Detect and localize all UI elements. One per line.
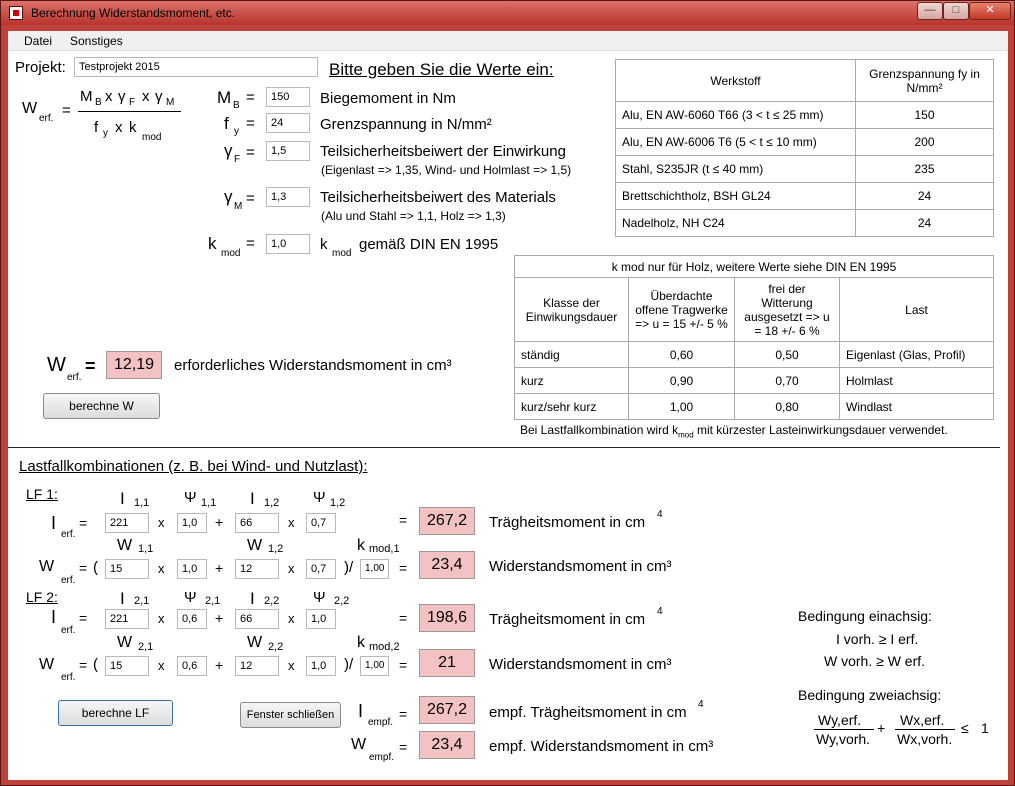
cond2-title: Bedingung zweiachsig:	[798, 687, 942, 703]
werkstoff-table: Werkstoff Grenzspannung fy in N/mm² Alu, EN AW-6060 T66 (3 < t ≤ 25 mm) 150 Alu, EN AW-6006 T6 (5 < t ≤ 10 mm) 200 Stahl, S235JR (t ≤ 40 mm) 235 Brettschichtholz, BSH GL24 24 Nadelholz, NH C24 24	[615, 59, 994, 237]
cond1-title: Bedingung einachsig:	[798, 608, 932, 624]
projekt-input[interactable]: Testprojekt 2015	[74, 57, 318, 77]
minimize-button[interactable]: —	[917, 2, 943, 20]
kmod-note: Bei Lastfallkombination wird $k_{mod}$ mit kürzester Lasteinwirkungsdauer verwendet.	[520, 423, 948, 440]
mb-desc: Biegemoment in Nm	[320, 90, 456, 107]
gf-input[interactable]: 1,5	[266, 141, 310, 161]
fenster-schliessen-button[interactable]: Fenster schließen	[240, 702, 341, 728]
maximize-button[interactable]: □	[943, 2, 969, 20]
lf2-wpsi22-input[interactable]: 1,0	[306, 656, 336, 676]
lf2-w22-input[interactable]: 12	[235, 656, 279, 676]
gm-symbol: γ	[224, 187, 233, 206]
fy-input[interactable]: 24	[266, 113, 310, 133]
lf1-psi11-input[interactable]: 1,0	[177, 513, 207, 533]
gf-hint: (Eigenlast => 1,35, Wind- und Holmlast => 1,5)	[321, 163, 572, 177]
kmod-symbol: k	[208, 234, 217, 253]
lf2-w-result: 21	[419, 649, 475, 677]
lf1-label: LF 1:	[26, 486, 58, 502]
lf2-i21-input[interactable]: 221	[105, 609, 149, 629]
separator	[8, 447, 1000, 448]
gm-input[interactable]: 1,3	[266, 187, 310, 207]
fy-desc: Grenzspannung in N/mm²	[320, 116, 492, 133]
menu-datei[interactable]: Datei	[24, 34, 53, 48]
lf2-wpsi21-input[interactable]: 0,6	[177, 656, 207, 676]
lf-section-title: Lastfallkombinationen (z. B. bei Wind- und Nutzlast):	[19, 458, 368, 475]
kmod-desc: gemäß DIN EN 1995	[359, 236, 499, 253]
berechne-w-button[interactable]: berechne W	[43, 393, 160, 419]
lf1-w11-input[interactable]: 15	[105, 559, 149, 579]
lf2-i22-input[interactable]: 66	[235, 609, 279, 629]
lf1-w12-input[interactable]: 12	[235, 559, 279, 579]
title-bar[interactable]	[1, 1, 1014, 25]
gm-desc: Teilsicherheitsbeiwert des Materials	[320, 189, 556, 206]
kmod-input[interactable]: 1,0	[266, 234, 310, 254]
berechne-lf-button[interactable]: berechne LF	[58, 700, 173, 726]
mb-symbol: M	[217, 88, 232, 107]
lf1-psi12-input[interactable]: 0,7	[306, 513, 336, 533]
kmod-table: k mod nur für Holz, weitere Werte siehe DIN EN 1995 Klasse der Einwikungsdauer Überdachte offene Tragwerke => u = 15 +/- 5 % frei der Witterung ausgesetzt => u = 18 +/- 6 % Last ständig 0,60 0,50 Eigenlast (Glas, Profil) kurz 0,90 0,70 Holmlast kurz/sehr kurz 1,00 0,80 Windlast	[514, 255, 994, 420]
close-button[interactable]: ✕	[969, 2, 1011, 20]
lf1-wpsi12-input[interactable]: 0,7	[306, 559, 336, 579]
w-result: 12,19	[106, 351, 162, 379]
lf1-i-result: 267,2	[419, 507, 475, 535]
lf2-kmod-input[interactable]: 1,00	[360, 656, 389, 676]
lf2-psi21-input[interactable]: 0,6	[177, 609, 207, 629]
lf2-psi22-input[interactable]: 1,0	[306, 609, 336, 629]
window-title: Berechnung Widerstandsmoment, etc.	[31, 6, 236, 20]
lf2-w21-input[interactable]: 15	[105, 656, 149, 676]
lf2-label: LF 2:	[26, 589, 58, 605]
lf1-i12-input[interactable]: 66	[235, 513, 279, 533]
lf1-w-result: 23,4	[419, 551, 475, 579]
input-heading: Bitte geben Sie die Werte ein:	[329, 60, 554, 79]
empf-i-result: 267,2	[419, 696, 475, 724]
menu-sonstiges[interactable]: Sonstiges	[70, 34, 123, 48]
empf-w-result: 23,4	[419, 731, 475, 759]
client-area: Datei Sonstiges Projekt: Testprojekt 2015 Bitte geben Sie die Werte ein: W erf. = M B x γ F x γ M f y x k mod M B = 150 Biegemoment in Nm f y = 24 Grenzspannung in N/mm² γ F = 1,5 Teilsicherheitsbeiwert der Einwirkung (Eigenlast => 1,35, Wind- und Holmlast => 1,5) γ M = 1,3 Teilsicherheitsbeiwert des Materials (Alu und Stahl => 1,1, Holz => 1,3) k mod = 1,0 k mod gemäß DIN EN 1995 W erf. = 12,19 erforderliches Widerstandsmoment in cm³ berechne W Werkstoff Grenzspannung fy in N/mm² Alu, EN AW-6060 T66 (3 < t ≤ 25 mm) 150 Alu, EN AW-6006 T6 (5 < t ≤ 10 mm) 200 Stahl, S235JR (t ≤ 40 mm) 235 Brettschichtholz, BSH GL24 24 Nadelholz, NH C24 24 k mod nur für Holz, weitere Werte siehe DIN EN 1995 Klasse der Einwikungsdauer Überdachte offene Tragwerke => u = 15 +/- 5 % frei der Witterung ausgesetzt => u = 18 +/- 6 % Last ständig 0,60 0,50 Eigenlast (Glas, Profil) kurz 0,90 0,70 Holmlast kurz/sehr kurz 1,00 0,80 Windlast Bei Lastfallkombination wird $k_{mod}$ mit kürzester Lasteinwirkungsdauer verwendet. Lastfallkombinationen (z. B. bei Wind- und Nutzlast): LF 1: I 1,1 Ψ 1,1 I 1,2 Ψ 1,2 I erf. = 221 x 1,0 + 66 x 0,7 = 267,2 Trägheitsmoment in cm 4 W 1,1 W 1,2 k mod,1 W erf. = ( 15 x 1,0 + 12 x 0,7 )/ 1,00 = 23,4 Widerstandsmoment in cm³ LF 2: I 2,1 Ψ 2,1 I 2,2 Ψ 2,2 I erf. = 221 x 0,6 + 66 x 1,0 = 198,6 Trägheitsmoment in cm 4 W 2,1 W 2,2 k mod,2 W erf. = ( 15 x 0,6 + 12 x 1,0 )/ 1,00 = 21 Widerstandsmoment in cm³ berechne LF Fenster schließen I empf. = 267,2 empf. Trägheitsmoment in cm 4 W empf. = 23,4 empf. Widerstandsmoment in cm³ Bedingung einachsig: I vorh. ≥ I erf. W vorh. ≥ W erf. Bedingung zweiachsig: Wy,erf. Wy,vorh. + Wx,erf. Wx,vorh. ≤ 1	[8, 31, 1008, 780]
lf2-i-result: 198,6	[419, 604, 475, 632]
lf1-wpsi11-input[interactable]: 1,0	[177, 559, 207, 579]
app-icon	[9, 6, 23, 20]
w-result-desc: erforderliches Widerstandsmoment in cm³	[174, 357, 452, 374]
gm-hint: (Alu und Stahl => 1,1, Holz => 1,3)	[321, 209, 506, 223]
fy-symbol: f	[224, 114, 229, 133]
lf1-kmod-input[interactable]: 1,00	[360, 559, 389, 579]
gf-symbol: γ	[224, 141, 233, 160]
gf-desc: Teilsicherheitsbeiwert der Einwirkung	[320, 143, 566, 160]
projekt-label: Projekt:	[15, 59, 66, 76]
menu-bar	[8, 31, 1008, 51]
lf1-i11-input[interactable]: 221	[105, 513, 149, 533]
mb-input[interactable]: 150	[266, 87, 310, 107]
